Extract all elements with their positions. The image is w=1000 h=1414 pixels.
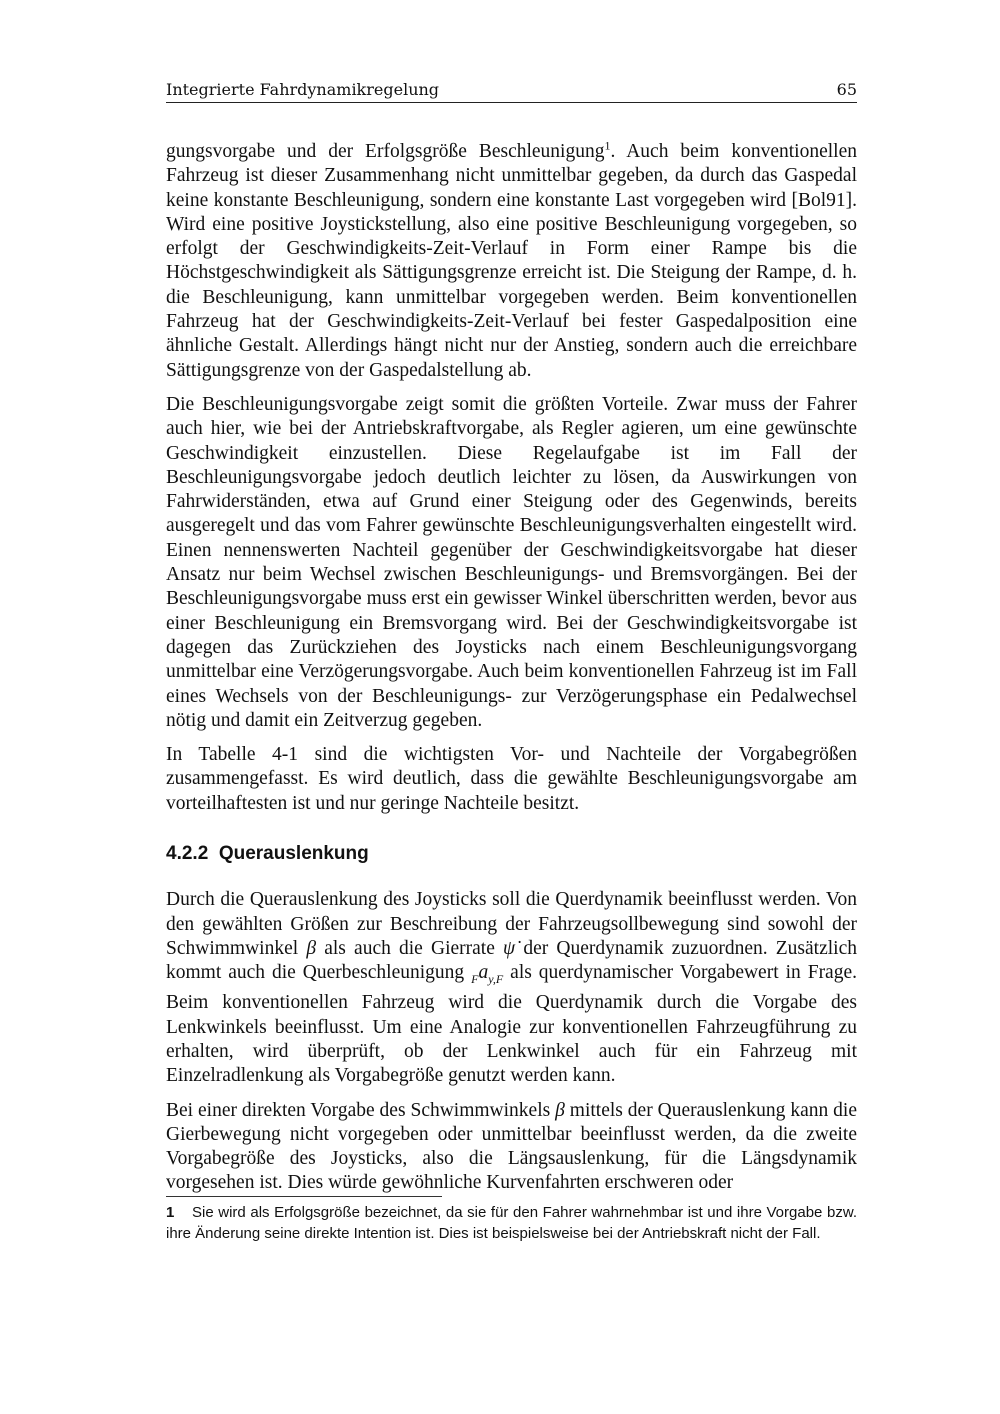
- footnote-reference: 1: [604, 138, 611, 153]
- psi-dot-symbol: ψ̇: [503, 937, 516, 959]
- paragraph-2: Die Beschleunigungsvorgabe zeigt somit die größten Vorteile. Zwar muss der Fahrer auch hier, wie bei der Antriebskraftvorgabe, als Regler agieren, um eine gewünschte Geschwindigkeit einzustellen. Diese Regelaufgabe ist im Fall der Beschleunigungsvorgabe jedoch deutlich leichter zu lösen, da Auswirkungen von Fahrwiderständen, etwa auf Grund einer Steigung oder des Gegenwinds, bereits ausgeregelt und das vom Fahrer gewünschte Beschleunigungsverhalten eingestellt wird. Einen nennenswerten Nachteil gegenüber der Geschwindigkeitsvorgabe hat dieser Ansatz nur beim Wechsel zwischen Beschleunigungs- und Bremsvorgängen. Bei der Beschleunigungsvorgabe muss erst ein gewisser Winkel überschritten werden, bevor aus einer Beschleunigung ein Bremsvorgang wird. Bei der Geschwindigkeitsvorgabe ist dagegen das Zurückziehen des Joysticks nach einem Beschleunigungsvorgang unmittelbar eine Verzögerungsvorgabe. Auch beim konventionellen Fahrzeug ist im Fall eines Wechsels von der Beschleunigungs- zur Verzögerungsphase ein Pedalwechsel nötig und damit ein Zeitverzug gegeben.: [166, 393, 857, 731]
- paragraph-4: [166, 888, 857, 1088]
- paragraph-4-text-b: als auch die Gierrate: [316, 937, 504, 959]
- footnote-text: Sie wird als Erfolgsgröße bezeichnet, da sie für den Fahrer wahrnehmbar ist und ihre Vorgabe bzw. ihre Änderung seine direkte Intention ist. Dies ist beispielsweise bei der Antriebskraft nicht der Fall.: [166, 1204, 857, 1242]
- section-title: Querauslenkung: [218, 843, 369, 865]
- paragraph-5-text-b: mittels der Querauslenkung kann die Gierbewegung nicht vorgegeben oder unmittelbar beeinflusst werden, da die zweite Vorgabegröße des Joysticks, also die Längsauslenkung, für die Längsdynamik vorgesehen ist. Dies würde gewöhnliche Kurvenfahrten erschweren oder: [166, 1099, 857, 1194]
- lateral-acceleration-symbol: [471, 962, 504, 987]
- beta-symbol-2: β: [555, 1099, 565, 1121]
- paragraph-5-text-a: Bei einer direkten Vorgabe des Schwimmwinkels: [166, 1099, 556, 1121]
- paragraph-4-text-a: Durch die Querauslenkung des Joysticks soll die Querdynamik beeinflusst werden. Von den gewählten Größen zur Beschreibung der Fahrzeugsollbewegung sind sowohl der Schwimmwinkel: [166, 889, 857, 959]
- paragraph-5: [166, 1099, 857, 1196]
- running-header: [166, 78, 857, 103]
- footnote-number: 1: [166, 1204, 175, 1221]
- body-text: [166, 140, 857, 1206]
- acc-subscript: y,F: [488, 972, 504, 987]
- paragraph-1-start: gungsvorgabe und der Erfolgsgröße Beschleunigung: [166, 141, 605, 162]
- section-number: 4.2.2: [166, 843, 209, 865]
- paragraph-3: In Tabelle 4-1 sind die wichtigsten Vor- und Nachteile der Vorgabegrößen zusammengefasst. Es wird deutlich, dass die gewählte Beschleunigungsvorgabe am vorteilhaftesten ist und nur geringe Nachteile besitzt.: [166, 744, 857, 814]
- paragraph-4-text-c: der Querdynamik zuzuordnen. Zusätzlich kommt auch die Querbeschleunigung: [166, 937, 857, 984]
- footnote-divider: [166, 1196, 442, 1197]
- section-heading: [166, 842, 857, 866]
- page-number: 65: [836, 80, 857, 99]
- running-title: Integrierte Fahrdynamikregelung: [166, 80, 440, 99]
- acc-prefix-subscript: F: [471, 972, 479, 987]
- paragraph-1-rest: . Auch beim konventionellen Fahrzeug ist dieser Zusammenhang nicht unmittelbar gegeben, da durch das Gaspedal keine konstante Beschleunigung, sondern eine konstante Last vorgegeben wird [Bol91]. Wird eine positive Joystickstellung, also eine positive Beschleunigung vorgegeben, so erfolgt der Geschwindigkeits-Zeit-Verlauf in Form einer Rampe bis die Höchstgeschwindigkeit als Sättigungsgrenze erreicht ist. Die Steigung der Rampe, d. h. die Beschleunigung, kann unmittelbar vorgegeben werden. Beim konventionellen Fahrzeug hat der Geschwindigkeits-Zeit-Verlauf bei fester Gaspedalposition eine ähnliche Gestalt. Allerdings hängt nicht nur der Anstieg, sondern auch die erreichbare Sättigungsgrenze von der Gaspedalstellung ab.: [166, 141, 857, 381]
- footnote: [166, 1203, 857, 1244]
- beta-symbol: β: [306, 937, 317, 959]
- paragraph-4-text-d: als querdynamischer Vorgabewert in Frage. Beim konventionellen Fahrzeug wird die Querdynamik durch die Vorgabe des Lenkwinkels beeinflusst. Um eine Analogie zur konventionellen Fahrzeugführung zu erhalten, wird überprüft, ob der Lenkwinkel auch für ein Fahrzeug mit Einzelradlenkung als Vorgabegröße genutzt werden kann.: [166, 962, 857, 1087]
- paragraph-1: [166, 140, 857, 383]
- acc-main-symbol: a: [478, 962, 489, 984]
